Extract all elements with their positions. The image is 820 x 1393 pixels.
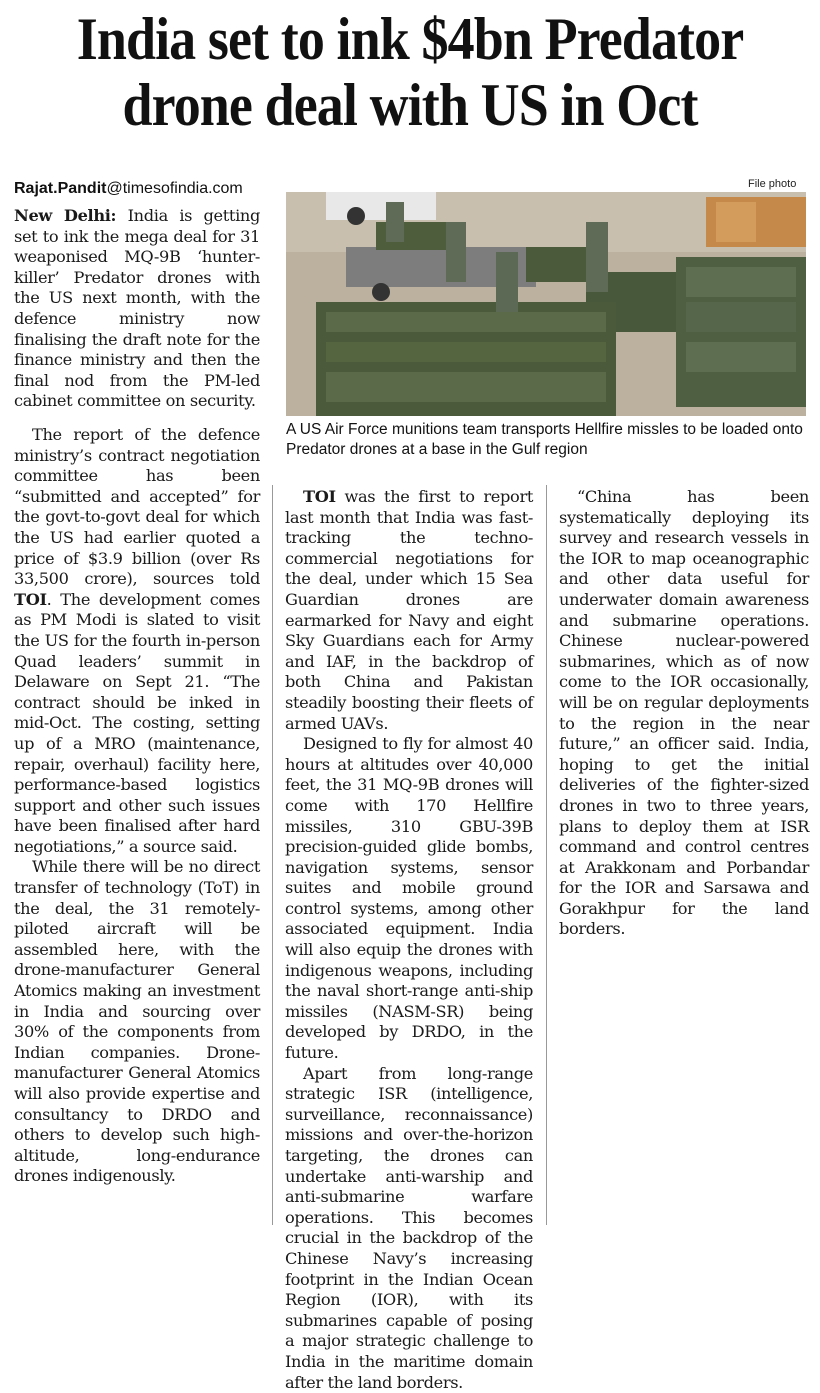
- paragraph-1-text: India is getting set to ink the mega deal for 31 weaponised MQ-9B ‘hunter-killer’ Predator drones with the US next month, with the defence ministry now finalising the draft note for the finance ministry and then the final nod from the PM-led cabinet committee on security.: [14, 206, 261, 411]
- paragraph-3-text: While there will be no direct transfer of technology (ToT) in the deal, the 31 remotely-piloted aircraft will be assembled here, with the drone-manufacturer General Atomics making an investment in India and sourcing over 30% of the components from Indian companies.: [14, 857, 260, 1062]
- photo-caption: A US Air Force munitions team transports Hellfire missles to be loaded onto Predator drones at a base in the Gulf region: [286, 421, 803, 458]
- article-column-1: [14, 425, 260, 1187]
- paragraph-2: [14, 425, 260, 857]
- byline-domain[interactable]: @timesofindia.com: [106, 180, 243, 197]
- photo-illustration: [286, 192, 806, 416]
- news-photo: [286, 192, 806, 416]
- paragraph-3b-text: Drone-manufacturer General Atomics will also provide expertise and consultancy to DRDO and others to develop such high-altitude, long-endurance drones indigenously.: [14, 1042, 260, 1186]
- column-rule-1: [272, 485, 273, 1225]
- article-column-2: [285, 487, 533, 1393]
- paragraph-3: [14, 857, 260, 1187]
- paragraph-2-rest: . The development comes as PM Modi is slated to visit the US for the fourth in-person Quad leaders’ summit in Delaware on Sept 21. “The contract should be inked in mid-Oct. The costing, setting up of a MRO (maintenance, repair, overhaul) facility here, performance-based logistics support and other such issues have been finalised after hard negotiations,” a source said.: [14, 589, 260, 856]
- paragraph-1: [14, 206, 260, 412]
- paragraph-7: “China has been systematically deploying its survey and research vessels in the IOR to map oceanographic and other data useful for underwater domain awareness and submarine operations. Chinese nuclear-powered submarines, which as of now come to the IOR occasionally, will be on regular deployments to the region in the near future,” an officer said. India, hoping to get the initial deliveries of the fighter-sized drones in two to three years, plans to deploy them at ISR command and control centres at Arakkonam and Porbandar for the IOR and Sarsawa and Gorakhpur for the land borders.: [559, 487, 809, 939]
- headline: India set to ink $4bn Predator drone deal with US in Oct: [76, 6, 744, 138]
- column-rule-2: [546, 485, 547, 1225]
- byline: [14, 180, 243, 198]
- article-column-3: [559, 487, 809, 940]
- paragraph-5: Designed to fly for almost 40 hours at altitudes over 40,000 feet, the 31 MQ-9B drones will come with 170 Hellfire missiles, 310 GBU-39B precision-guided glide bombs, navigation systems, sensor suites and mobile ground control systems, among other associated equipment. India will also equip the drones with indigenous weapons, including the naval short-range anti-ship missiles (NASM-SR) being developed by DRDO, in the future.: [285, 734, 533, 1063]
- paragraph-4-text: was the first to report last month that India was fast-tracking the techno-commercial negotiations for the deal, under which 15 Sea Guardian drones are earmarked for Navy and eight Sky Guardians each for Army and IAF, in the backdrop of both China and Pakistan steadily boosting their fleets of armed UAVs.: [285, 487, 533, 733]
- toi-bold-2: TOI: [303, 487, 336, 506]
- paragraph-6: Apart from long-range strategic ISR (intelligence, surveillance, reconnaissance) missions and over-the-horizon targeting, the drones can undertake anti-warship and anti-submarine warfare operations. This becomes crucial in the backdrop of the Chinese Navy’s increasing footprint in the Indian Ocean Region (IOR), with its submarines capable of posing a major strategic challenge to India in the maritime domain after the land borders.: [285, 1063, 533, 1392]
- photo-credit: File photo: [748, 178, 797, 190]
- article-column-1-top: [14, 206, 260, 412]
- byline-name: Rajat.Pandit: [14, 180, 107, 197]
- toi-bold: TOI: [14, 589, 47, 609]
- paragraph-4: [285, 487, 533, 734]
- paragraph-2-text: The report of the defence ministry’s contract negotiation committee has been “submitted and accepted” for the govt-to-govt deal for which the US had earlier quoted a price of $3.9 billion (over Rs 33,500 crore), sources told: [14, 425, 260, 589]
- dateline: New Delhi:: [14, 206, 117, 225]
